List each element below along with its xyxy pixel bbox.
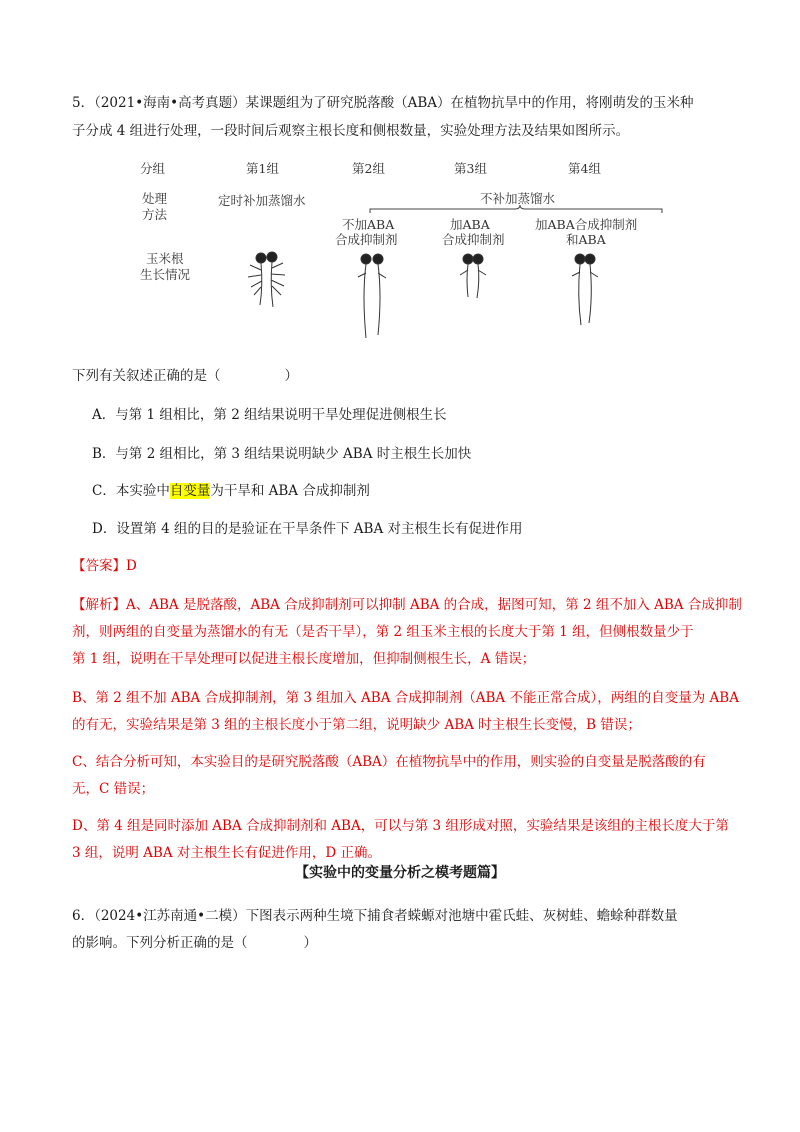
option-b: B．与第 2 组相比，第 3 组结果说明缺少 ABA 时主根生长加快 xyxy=(92,446,472,462)
q6-line-2-text: 的影响。下列分析正确的是（ xyxy=(72,935,248,951)
figure-treatment-1: 定时补加蒸馏水 xyxy=(218,193,306,208)
analysis-line-6: C、结合分析可知，本实验目的是研究脱落酸（ABA）在植物抗旱中的作用，则实验的自变量是脱落酸的有 xyxy=(72,754,706,770)
analysis-line-1 xyxy=(72,595,742,615)
option-c-pre: C．本实验中 xyxy=(92,483,170,499)
analysis-line-7: 无，C 错误； xyxy=(72,781,155,797)
q5-stem-text: 下列有关叙述正确的是（ xyxy=(72,368,221,384)
answer-line xyxy=(72,556,137,576)
q5-stem xyxy=(72,366,298,386)
option-a: A．与第 1 组相比，第 2 组结果说明干旱处理促进侧根生长 xyxy=(92,407,447,423)
group3-roots xyxy=(460,254,486,298)
figure-group4: 第4组 xyxy=(568,161,601,176)
analysis-text-1: A、ABA 是脱落酸，ABA 合成抑制剂可以抑制 ABA 的合成，据图可知，第 2 组不加入 ABA 合成抑制 xyxy=(126,597,742,613)
analysis-line-3: 第 1 组，说明在干旱处理可以促进主根长度增加，但抑制侧根生长，A 错误； xyxy=(72,651,536,667)
analysis-label: 【解析】 xyxy=(72,597,126,613)
section-title: 【实验中的变量分析之模考题篇】 xyxy=(295,865,505,881)
analysis-line-9: 3 组，说明 ABA 对主根生长有促进作用，D 正确。 xyxy=(72,845,381,861)
option-c-highlight: 自变量 xyxy=(169,483,211,499)
answer-value: D xyxy=(126,558,137,574)
figure-treatment4-line1: 加ABA合成抑制剂 xyxy=(535,217,638,232)
q6-line-1: 6．（2024•江苏南通•二模）下图表示两种生境下捕食者蝾螈对池塘中霍氏蛙、灰树蛙、蟾蜍种群数量 xyxy=(72,908,678,924)
q6-line-2-close: ） xyxy=(303,935,317,951)
experiment-figure xyxy=(130,155,670,350)
figure-group2: 第2组 xyxy=(352,161,385,176)
option-d: D．设置第 4 组的目的是验证在干旱条件下 ABA 对主根生长有促进作用 xyxy=(92,521,523,537)
figure-group3: 第3组 xyxy=(454,161,487,176)
group4-roots xyxy=(572,254,598,325)
group2-roots xyxy=(358,254,386,338)
q6-line-2 xyxy=(72,933,317,953)
figure-treatment2-line1: 不加ABA xyxy=(342,217,395,232)
figure-treatment4-line2: 和ABA xyxy=(566,232,606,247)
figure-treatment2-line2: 合成抑制剂 xyxy=(335,232,398,247)
figure-col-header: 分组 xyxy=(140,161,166,176)
q5-stem-close: ） xyxy=(284,368,298,384)
figure-row-treatment-2: 方法 xyxy=(142,207,168,222)
analysis-line-5: 的有无，实验结果是第 3 组的主根长度小于第二组，说明缺少 ABA 时主根生长变慢，B 错误； xyxy=(72,717,641,733)
figure-row-growth-1: 玉米根 xyxy=(146,251,184,266)
figure-group1: 第1组 xyxy=(246,161,279,176)
figure-treatment3-line1: 加ABA xyxy=(450,217,490,232)
figure-treatment3-line2: 合成抑制剂 xyxy=(442,232,505,247)
option-c-post: 为干旱和 ABA 合成抑制剂 xyxy=(210,483,370,499)
q5-line-1: 5．（2021•海南•高考真题）某课题组为了研究脱落酸（ABA）在植物抗旱中的作用，将刚萌发的玉米种 xyxy=(72,95,694,111)
option-c xyxy=(92,481,370,501)
figure-row-growth-2: 生长情况 xyxy=(140,267,191,282)
answer-label: 【答案】 xyxy=(72,558,126,574)
group1-roots xyxy=(248,252,285,307)
analysis-line-8: D、第 4 组是同时添加 ABA 合成抑制剂和 ABA，可以与第 3 组形成对照，实验结果是该组的主根长度大于第 xyxy=(72,818,729,834)
figure-row-treatment-1: 处理 xyxy=(142,191,168,206)
figure-lines xyxy=(130,155,670,350)
figure-treatment-shared: 不补加蒸馏水 xyxy=(480,191,556,206)
q5-line-2: 子分成 4 组进行处理，一段时间后观察主根长度和侧根数量，实验处理方法及结果如图所示。 xyxy=(72,123,630,139)
analysis-line-4: B、第 2 组不加 ABA 合成抑制剂，第 3 组加入 ABA 合成抑制剂（ABA 不能正常合成），两组的自变量为 ABA xyxy=(72,690,739,706)
analysis-line-2: 剂，则两组的自变量为蒸馏水的有无（是否干旱），第 2 组玉米主根的长度大于第 1 组，但侧根数量少于 xyxy=(72,624,694,640)
